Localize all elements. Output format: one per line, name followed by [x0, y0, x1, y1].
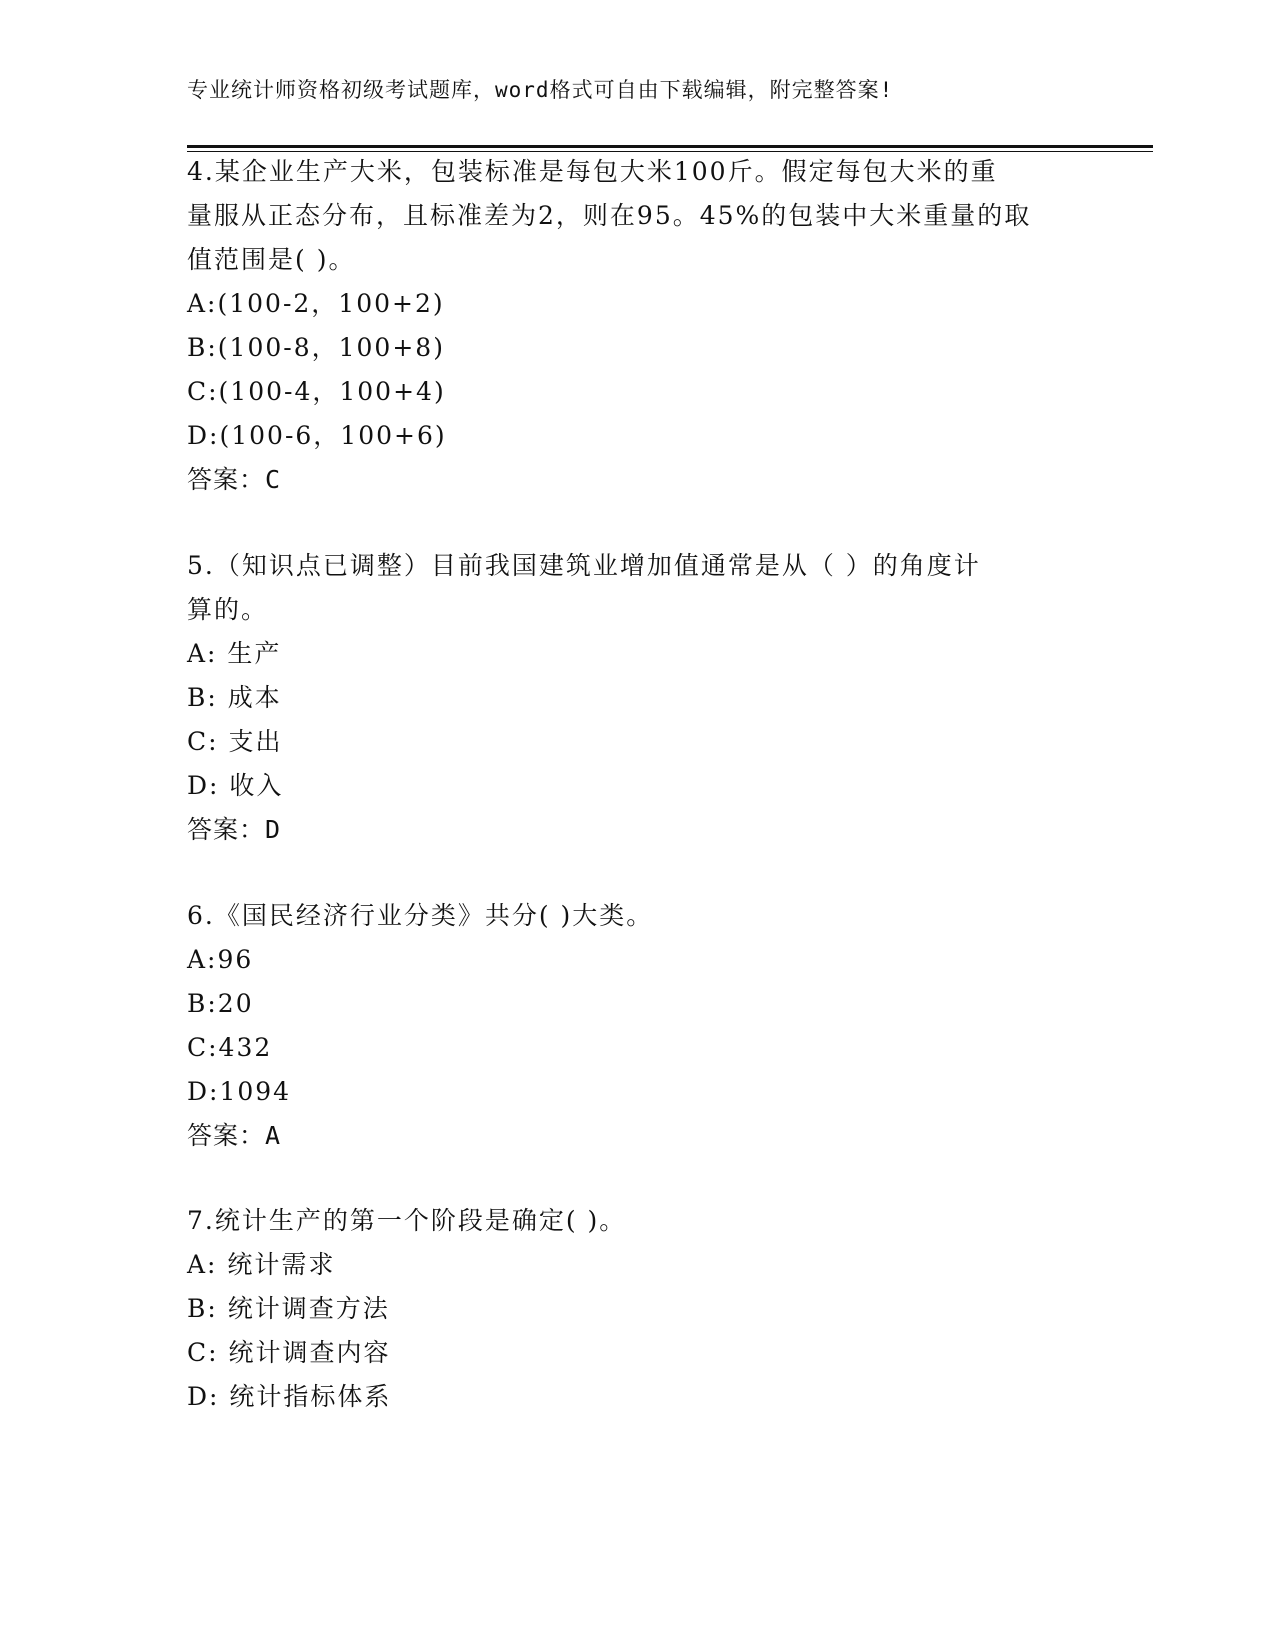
question-4-stem-line-3: 值范围是( )。 — [187, 245, 356, 274]
question-4-option-a: A:(100-2，100+2) — [187, 289, 445, 318]
question-6-option-c: C:432 — [187, 1033, 273, 1062]
question-5-stem-line-2: 算的。 — [187, 595, 269, 624]
document-header: 专业统计师资格初级考试题库，word格式可自由下载编辑，附完整答案! — [187, 78, 894, 102]
question-4-option-c: C:(100-4，100+4) — [187, 377, 446, 406]
question-4-option-d: D:(100-6，100+6) — [187, 421, 447, 450]
question-6-answer: 答案：A — [187, 1121, 282, 1150]
question-6-stem-line-1: 6.《国民经济行业分类》共分( )大类。 — [187, 901, 654, 930]
question-4-stem-line-2: 量服从正态分布，且标准差为2，则在95。45%的包装中大米重量的取 — [187, 201, 1032, 230]
question-6-option-b: B:20 — [187, 989, 254, 1018]
question-4-answer: 答案：C — [187, 465, 282, 494]
question-7-option-b: B: 统计调查方法 — [187, 1294, 390, 1323]
header-rule-thin — [187, 151, 1153, 152]
header-rule-thick — [187, 145, 1153, 148]
question-6-option-a: A:96 — [187, 945, 254, 974]
question-7-option-d: D: 统计指标体系 — [187, 1382, 392, 1411]
question-4-option-b: B:(100-8，100+8) — [187, 333, 445, 362]
question-5-option-d: D: 收入 — [187, 771, 284, 800]
question-5-option-c: C: 支出 — [187, 727, 283, 756]
question-7-option-c: C: 统计调查内容 — [187, 1338, 391, 1367]
question-6-option-d: D:1094 — [187, 1077, 292, 1106]
question-4-stem-line-1: 4.某企业生产大米，包装标准是每包大米100斤。假定每包大米的重 — [187, 157, 998, 186]
question-5-answer: 答案：D — [187, 815, 282, 844]
question-7-stem-line-1: 7.统计生产的第一个阶段是确定( )。 — [187, 1206, 627, 1235]
question-5-option-a: A: 生产 — [187, 639, 282, 668]
question-5-option-b: B: 成本 — [187, 683, 282, 712]
question-5-stem-line-1: 5.（知识点已调整）目前我国建筑业增加值通常是从（ ）的角度计 — [187, 551, 981, 580]
question-7-option-a: A: 统计需求 — [187, 1250, 336, 1279]
